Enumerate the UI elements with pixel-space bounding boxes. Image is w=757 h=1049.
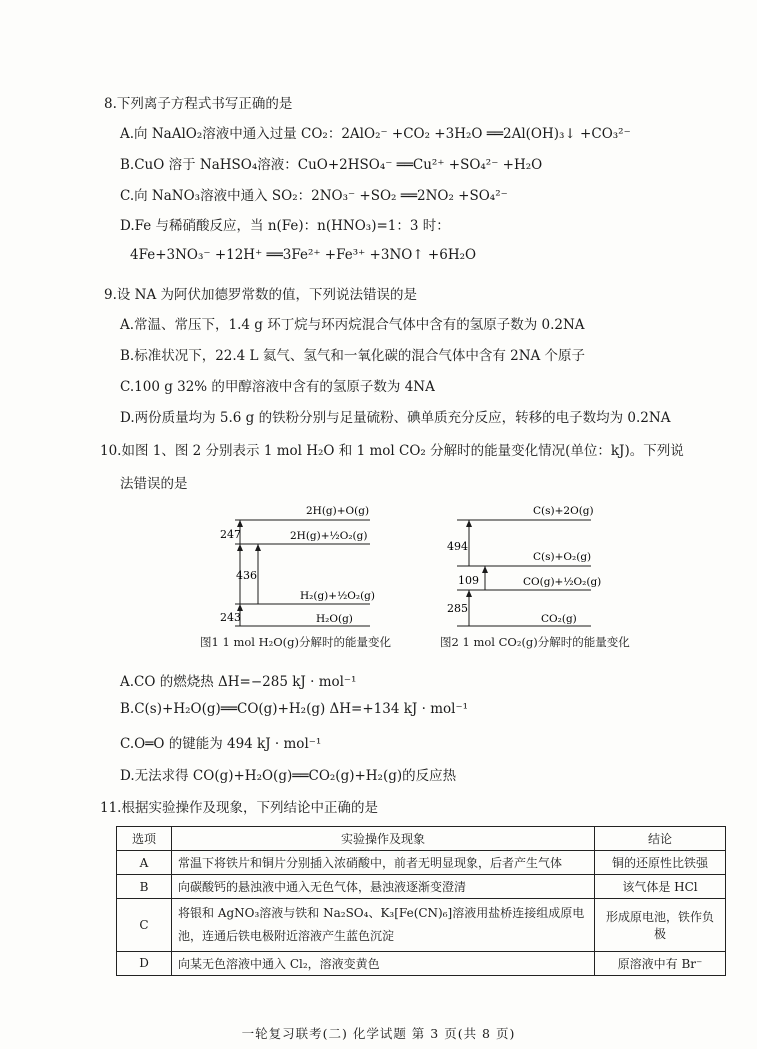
page-footer: 一轮复习联考(二) 化学试题 第 3 页(共 8 页): [241, 1026, 516, 1041]
fig2-value-109: 109: [458, 574, 479, 587]
q10-option-c: C.O═O 的键能为 494 kJ · mol⁻¹: [120, 736, 322, 752]
header-option: 选项: [117, 827, 172, 851]
figure-2-energy-diagram: [445, 500, 615, 630]
q10-option-b: B.C(s)+H₂O(g)══CO(g)+H₂(g) ΔH=+134 kJ · mol⁻¹: [120, 701, 468, 717]
fig2-level-3: CO(g)+½O₂(g): [523, 576, 602, 588]
q8-option-d-equation: 4Fe+3NO₃⁻ +12H⁺ ══3Fe²⁺ +Fe³⁺ +3NO↑ +6H₂O: [130, 247, 477, 263]
q8-option-d: D.Fe 与稀硝酸反应，当 n(Fe)：n(HNO₃)=1：3 时：: [120, 218, 450, 234]
table-header-row: [117, 827, 726, 851]
fig2-level-4: CO₂(g): [541, 613, 577, 625]
q8-option-a: A.向 NaAlO₂溶液中通入过量 CO₂：2AlO₂⁻ +CO₂ +3H₂O ══2Al(OH)₃↓ +CO₃²⁻: [120, 126, 631, 142]
table-row: [117, 851, 726, 875]
header-operation: 实验操作及现象: [172, 827, 595, 851]
row-operation: 向碳酸钙的悬浊液中通入无色气体，悬浊液逐渐变澄清: [172, 875, 595, 899]
row-operation: 向某无色溶液中通入 Cl₂，溶液变黄色: [172, 951, 595, 975]
row-operation: 将银和 AgNO₃溶液与铁和 Na₂SO₄、K₃[Fe(CN)₆]溶液用盐桥连接组成原电池，连通后铁电极附近溶液产生蓝色沉淀: [172, 899, 595, 952]
q11-stem: 11.根据实验操作及现象，下列结论中正确的是: [100, 800, 378, 816]
q10-option-a: A.CO 的燃烧热 ΔH=−285 kJ · mol⁻¹: [120, 674, 357, 690]
q8-option-b: B.CuO 溶于 NaHSO₄溶液：CuO+2HSO₄⁻ ══Cu²⁺ +SO₄²⁻ +H₂O: [120, 157, 543, 173]
row-conclusion: 铜的还原性比铁强: [595, 851, 726, 875]
row-option: B: [117, 875, 172, 899]
fig1-value-243: 243: [220, 611, 241, 624]
table-row: [117, 899, 726, 952]
fig2-level-2: C(s)+O₂(g): [533, 551, 592, 563]
q8-stem: 8.下列离子方程式书写正确的是: [104, 96, 293, 112]
row-conclusion: 形成原电池，铁作负极: [595, 899, 726, 952]
q10-option-d: D.无法求得 CO(g)+H₂O(g)══CO₂(g)+H₂(g)的反应热: [120, 768, 457, 784]
fig1-level-4: H₂O(g): [316, 613, 353, 625]
row-option: D: [117, 951, 172, 975]
table-row: [117, 951, 726, 975]
q9-option-c: C.100 g 32% 的甲醇溶液中含有的氢原子数为 4NA: [120, 379, 435, 395]
row-option: C: [117, 899, 172, 952]
q10-stem-cont: 法错误的是: [120, 476, 188, 492]
q10-stem: 10.如图 1、图 2 分别表示 1 mol H₂O 和 1 mol CO₂ 分解时的能量变化情况(单位：kJ)。下列说: [100, 443, 684, 459]
figure-1-caption: 图1 1 mol H₂O(g)分解时的能量变化: [200, 635, 392, 649]
fig2-level-1: C(s)+2O(g): [533, 505, 594, 517]
q9-option-a: A.常温、常压下，1.4 g 环丁烷与环丙烷混合气体中含有的氢原子数为 0.2NA: [120, 317, 585, 333]
header-conclusion: 结论: [595, 827, 726, 851]
table-row: [117, 875, 726, 899]
q9-stem: 9.设 NA 为阿伏加德罗常数的值，下列说法错误的是: [104, 287, 418, 303]
fig1-value-247: 247: [220, 528, 241, 541]
fig1-value-436: 436: [236, 569, 257, 582]
row-option: A: [117, 851, 172, 875]
figure-2-caption: 图2 1 mol CO₂(g)分解时的能量变化: [440, 635, 630, 649]
fig2-value-285: 285: [447, 602, 468, 615]
row-operation: 常温下将铁片和铜片分别插入浓硝酸中，前者无明显现象，后者产生气体: [172, 851, 595, 875]
fig1-level-3: H₂(g)+½O₂(g): [300, 590, 375, 602]
row-conclusion: 该气体是 HCl: [595, 875, 726, 899]
row-conclusion: 原溶液中有 Br⁻: [595, 951, 726, 975]
fig1-level-1: 2H(g)+O(g): [306, 505, 370, 517]
q9-option-b: B.标准状况下，22.4 L 氦气、氢气和一氧化碳的混合气体中含有 2NA 个原子: [120, 348, 586, 364]
fig1-level-2: 2H(g)+½O₂(g): [290, 530, 368, 542]
q11-results-table: [116, 826, 726, 976]
figure-1-energy-diagram: [218, 500, 388, 630]
fig2-value-494: 494: [447, 540, 468, 553]
q8-option-c: C.向 NaNO₃溶液中通入 SO₂：2NO₃⁻ +SO₂ ══2NO₂ +SO₄²⁻: [120, 188, 508, 204]
q9-option-d: D.两份质量均为 5.6 g 的铁粉分别与足量硫粉、碘单质充分反应，转移的电子数均为 0.2NA: [120, 410, 671, 426]
